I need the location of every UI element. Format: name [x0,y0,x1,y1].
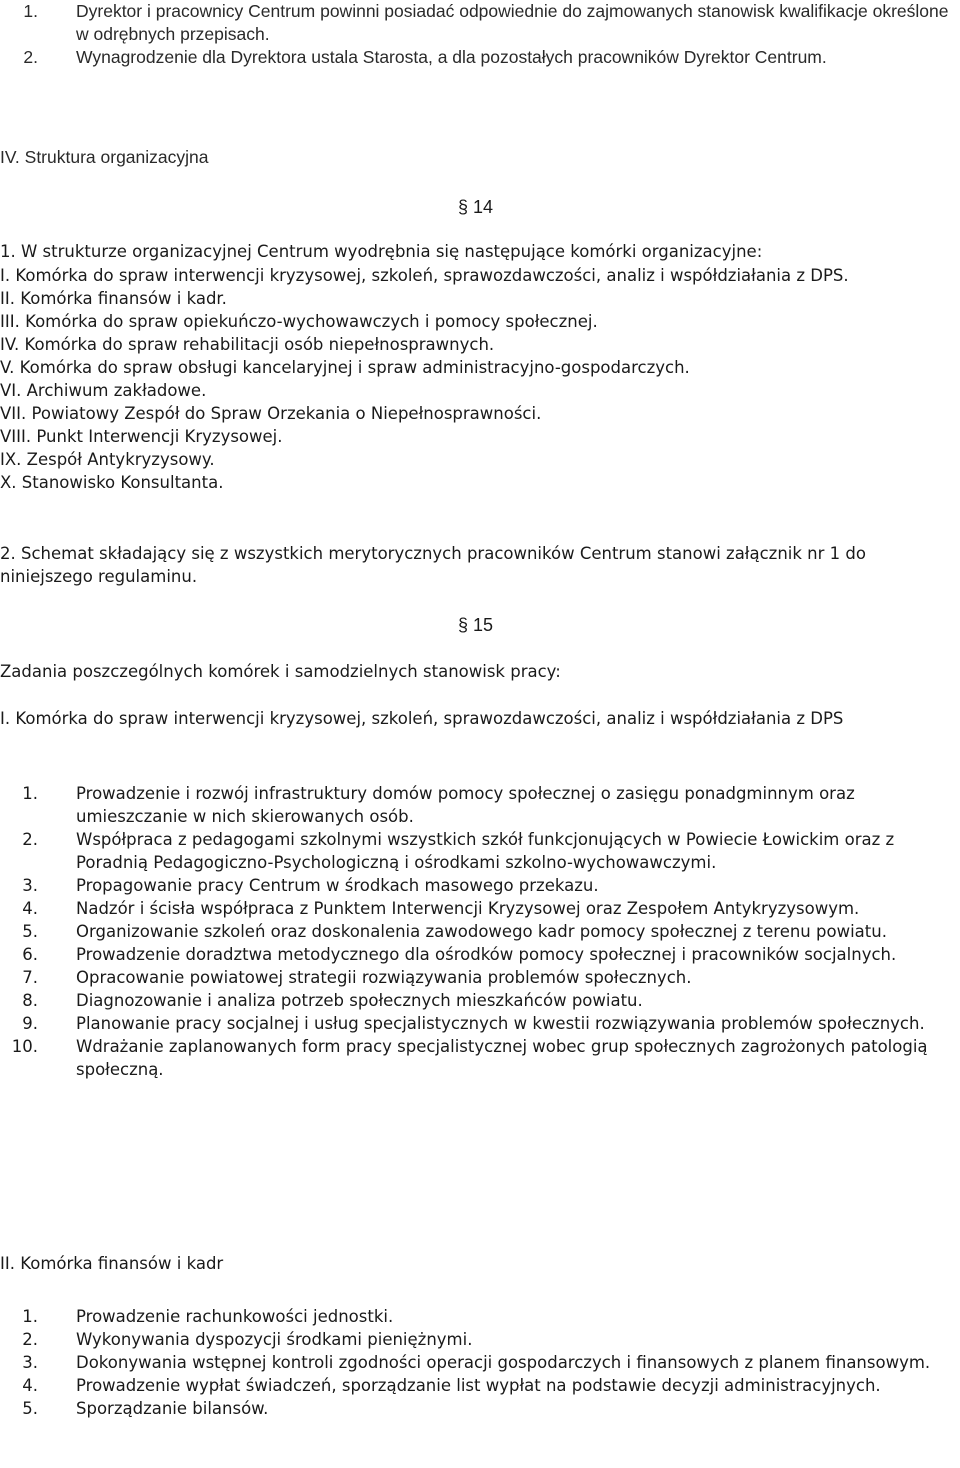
unit-item: VI. Archiwum zakładowe. [0,381,207,400]
list-text: Planowanie pracy socjalnej i usług specjalistycznych w kwestii rozwiązywania problemów społecznych. [76,1014,925,1033]
list-text: Opracowanie powiatowej strategii rozwiązywania problemów społecznych. [76,968,692,987]
list-item [0,46,955,69]
list-item [0,966,955,989]
list-text: Współpraca z pedagogami szkolnymi wszystkich szkół funkcjonujących w Powiecie Łowickim oraz z Poradnią Pedagogiczno-Psychologiczną i ośrodkami szkolno-wychowawczymi. [76,830,895,872]
paragraph-15: § 15 [458,615,494,635]
unit-item: IV. Komórka do spraw rehabilitacji osób niepełnosprawnych. [0,335,495,354]
list-text: Organizowanie szkoleń oraz doskonalenia zawodowego kadr pomocy społecznej z terenu powiatu. [76,922,887,941]
list-item [0,943,955,966]
list-number: 3. [22,876,38,895]
unit2-heading: II. Komórka finansów i kadr [0,1254,224,1273]
list-text: Dokonywania wstępnej kontroli zgodności operacji gospodarczych i finansowych z planem finansowym. [76,1353,931,1372]
paragraph-14-item-1: 1. W strukturze organizacyjnej Centrum wyodrębnia się następujące komórki organizacyjne: [0,242,763,261]
list-number: 2. [22,830,38,849]
list-item [0,0,955,46]
list-item [0,920,955,943]
list-text: Prowadzenie wypłat świadczeń, sporządzanie list wypłat na podstawie decyzji administracyjnych. [76,1376,881,1395]
list-number: 8. [22,991,38,1010]
list-text: Wynagrodzenie dla Dyrektora ustala Starosta, a dla pozostałych pracowników Dyrektor Centrum. [76,47,827,67]
list-number: 2. [22,1330,38,1349]
list-item [0,989,955,1012]
list-number: 5. [22,922,38,941]
list-text: Wdrażanie zaplanowanych form pracy specjalistycznej wobec grup społecznych zagrożonych patologią społeczną. [76,1037,928,1079]
list-text: Prowadzenie i rozwój infrastruktury domów pomocy społecznej o zasięgu ponadgminnym oraz umieszczanie w nich skierowanych osób. [76,784,855,826]
list-number: 1. [23,1,38,21]
list-text: Sporządzanie bilansów. [76,1399,269,1418]
list-number: 4. [22,899,38,918]
unit1-tasks [0,782,955,1081]
list-item [0,782,955,828]
list-number: 4. [22,1376,38,1395]
unit-item: I. Komórka do spraw interwencji kryzysowej, szkoleń, sprawozdawczości, analiz i współdziałania z DPS. [0,266,849,285]
list-text: Nadzór i ścisła współpraca z Punktem Interwencji Kryzysowej oraz Zespołem Antykryzysowym. [76,899,860,918]
list-number: 1. [22,784,38,803]
list-item [0,1328,955,1351]
intro-list [0,0,955,69]
unit-item: III. Komórka do spraw opiekuńczo-wychowawczych i pomocy społecznej. [0,312,598,331]
paragraph-14-item-2: 2. Schemat składający się z wszystkich merytorycznych pracowników Centrum stanowi załącznik nr 1 do niniejszego regulaminu. [0,544,866,586]
list-number: 3. [22,1353,38,1372]
unit-item: II. Komórka finansów i kadr. [0,289,227,308]
list-number: 7. [22,968,38,987]
unit1-heading: I. Komórka do spraw interwencji kryzysowej, szkoleń, sprawozdawczości, analiz i współdziałania z DPS [0,709,844,728]
list-item [0,1351,955,1374]
list-number: 2. [23,47,38,67]
tasks-heading: Zadania poszczególnych komórek i samodzielnych stanowisk pracy: [0,662,561,681]
list-item [0,1397,955,1420]
unit-item: IX. Zespół Antykryzysowy. [0,450,215,469]
list-item [0,897,955,920]
list-text: Diagnozowanie i analiza potrzeb społecznych mieszkańców powiatu. [76,991,643,1010]
list-text: Dyrektor i pracownicy Centrum powinni posiadać odpowiednie do zajmowanych stanowisk kwalifikacje określone w odrębnych przepisach. [76,1,949,44]
list-text: Propagowanie pracy Centrum w środkach masowego przekazu. [76,876,599,895]
list-number: 9. [22,1014,38,1033]
list-item [0,874,955,897]
list-item [0,828,955,874]
list-text: Wykonywania dyspozycji środkami pieniężnymi. [76,1330,473,1349]
list-item [0,1305,955,1328]
unit-item: V. Komórka do spraw obsługi kancelaryjnej i spraw administracyjno-gospodarczych. [0,358,690,377]
list-text: Prowadzenie doradztwa metodycznego dla ośrodków pomocy społecznej i pracowników socjalnych. [76,945,897,964]
list-number: 5. [22,1399,38,1418]
list-item [0,1374,955,1397]
list-number: 10. [11,1037,38,1056]
unit-item: VII. Powiatowy Zespół do Spraw Orzekania o Niepełnosprawności. [0,404,542,423]
list-number: 6. [22,945,38,964]
list-item [0,1035,955,1081]
unit-item: X. Stanowisko Konsultanta. [0,473,224,492]
unit-item: VIII. Punkt Interwencji Kryzysowej. [0,427,283,446]
paragraph-14: § 14 [458,197,494,217]
list-item [0,1012,955,1035]
list-text: Prowadzenie rachunkowości jednostki. [76,1307,394,1326]
section-title: IV. Struktura organizacyjna [0,147,209,167]
unit2-tasks [0,1305,955,1420]
list-number: 1. [22,1307,38,1326]
units-list [0,264,955,494]
